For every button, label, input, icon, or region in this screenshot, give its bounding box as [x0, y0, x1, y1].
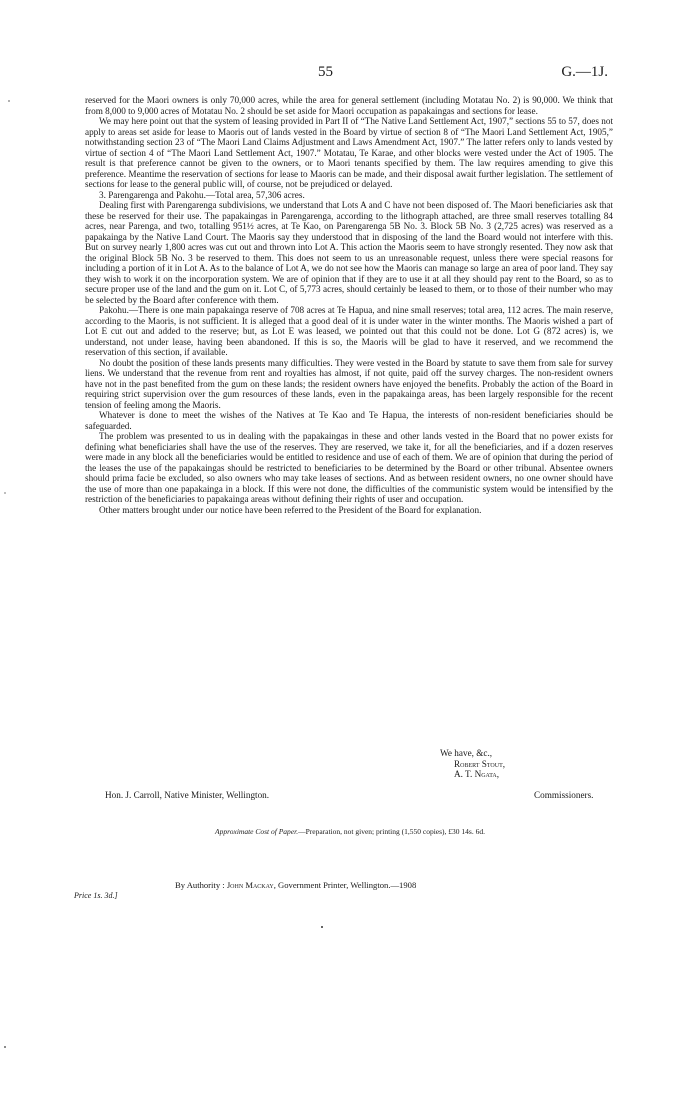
- printer-name: John Mackay: [226, 880, 274, 890]
- printer-authority: [175, 880, 416, 890]
- paragraph: Dealing first with Parengarenga subdivisions, we understand that Lots A and C have not been disposed of. The Maori beneficiaries ask that these be reserved for their use. The papakaingas in Parengarenga, according to the lithograph attached, are three small reserves totalling 84 acres, near Parenga, and two, totalling 951½ acres, at Te Kao, on Parengarenga 5B No. 3. Block 5B No. 3 (2,725 acres) was reserved as a papakainga by the Native Land Court. The Maoris say they understood that in disposing of the land the Board would not interfere with this. But on survey nearly 1,800 acres was cut out and thrown into Lot A. This action the Maoris seem to have strongly resented. They now ask that the original Block 5B No. 3 be reserved to them. This does not seem to us an unreasonable request, unless there were special reasons for including a portion of it in Lot A. As to the balance of Lot A, we do not see how the Maoris can manage so large an area of poor land. They say they wish to work it on the incorporation system. We are of opinion that if they are to use it at all they should pay rent to the Board, so as to secure proper use of the land and the gum on it. Lot C, of 5,773 acres, should certainly be leased to them, or to those of their number who may be selected by the Board after conference with them.: [85, 200, 613, 305]
- margin-mark: [4, 1046, 6, 1048]
- signatory-stout: Robert Stout,: [454, 758, 506, 769]
- body-text: [85, 95, 613, 515]
- section-code: G.—1J.: [561, 64, 608, 80]
- paragraph: Other matters brought under our notice have been referred to the President of the Board for explanation.: [99, 504, 482, 515]
- paragraph: Pakohu.—There is one main papakainga reserve of 708 acres at Te Hapua, and nine small reserves; total area, 112 acres. The main reserve, according to the Maoris, is not sufficient. It is alleged that a good deal of it is under water in the winter months. The Maoris wished a part of Lot E cut out and added to the reserve; but, as Lot E was leased, we pointed out that this could not be done. Lot G (872 acres) is, we understand, not under lease, having been abandoned. If this is so, the Maoris will be glad to have it reserved, and we recommend the reservation of this section, if available.: [85, 305, 613, 357]
- paragraph: Whatever is done to meet the wishes of the Natives at Te Kao and Te Hapua, the interests of non-resident beneficiaries should be safeguarded.: [85, 410, 613, 431]
- margin-mark: [8, 100, 10, 102]
- closing-line: We have, &c.,: [440, 748, 493, 758]
- section-heading: 3. Parengarenga and Pakohu.—Total area, 57,306 acres.: [99, 189, 305, 200]
- signature-block: [440, 748, 620, 780]
- addressee: Hon. J. Carroll, Native Minister, Wellington.: [105, 790, 270, 800]
- authority-prefix: By Authority :: [175, 880, 225, 890]
- cost-text: —Preparation, not given; printing (1,550 copies), £30 14s. 6d.: [298, 827, 485, 836]
- page-number: 55: [318, 64, 333, 80]
- signatory-role: Commissioners.: [534, 790, 594, 800]
- ink-dot: [321, 926, 323, 928]
- signatory-ngata: A. T. Ngata,: [454, 769, 500, 779]
- price-note: Price 1s. 3d.]: [74, 891, 118, 900]
- paragraph: We may here point out that the system of leasing provided in Part II of “The Native Land Settlement Act, 1907,” sections 55 to 57, does not apply to areas set aside for lease to Maoris out of lands vested in the Board by virtue of section 8 of “The Maori Land Settlement Act, 1905,” notwithstanding section 23 of “The Maori Land Claims Adjustment and Laws Amendment Act, 1907.” The latter refers only to lands vested by virtue of section 4 of “The Maori Land Settlement Act, 1907.” Motatau, Te Karae, and other blocks were vested under the Act of 1905. The result is that preference cannot be given to the owners, or to Maori tenants specified by them. The law requires amending to give this preference. Meantime the reservation of sections for lease to Maoris can be made, and their disposal await further legislation. The settlement of sections for lease to the general public will, of course, not be prejudiced or delayed.: [85, 116, 613, 189]
- authority-suffix: , Government Printer, Wellington.—1908: [273, 880, 417, 890]
- paragraph: No doubt the position of these lands presents many difficulties. They were vested in the Board by statute to save them from sale for survey liens. We understand that the revenue from rent and royalties has almost, if not quite, paid off the survey charges. The non-resident owners have not in the past benefited from the gum on these lands; the resident owners have enjoyed the benefits. Probably the action of the Board in requiring strict supervision over the gum resources of these lands, even in the papakainga areas, has been largely responsible for the recent tension of feeling among the Maoris.: [85, 357, 613, 410]
- paragraph: reserved for the Maori owners is only 70,000 acres, while the area for general settlement (including Motatau No. 2) is 90,000. We think that from 8,000 to 9,000 acres of Motatau No. 2 should be set aside for Maori occupation as papakaingas and sections for lease.: [85, 95, 613, 116]
- paragraph: The problem was presented to us in dealing with the papakaingas in these and other lands vested in the Board that no power exists for defining what beneficiaries shall have the use of the reserves. They are reserved, we take it, for all the beneficiaries, and if a dozen reserves were made in any block all the beneficiaries would be entitled to residence and use of each of them. We are of opinion that during the period of the leases the use of the papakaingas should be restricted to beneficiaries to be determined by the Board or other tribunal. Absentee owners should prima facie be excluded, so also owners who may take leases of sections. And as between resident owners, no one owner should have the use of more than one papakainga in a block. If this were not done, the difficulties of the communistic system would be intensified by the restriction of the beneficiaries to papakainga areas without defining their rights of user and occupation.: [85, 431, 613, 504]
- margin-mark: [4, 492, 6, 494]
- cost-label: Approximate Cost of Paper.: [215, 827, 299, 836]
- cost-note: [0, 827, 700, 836]
- page-header: [88, 64, 608, 82]
